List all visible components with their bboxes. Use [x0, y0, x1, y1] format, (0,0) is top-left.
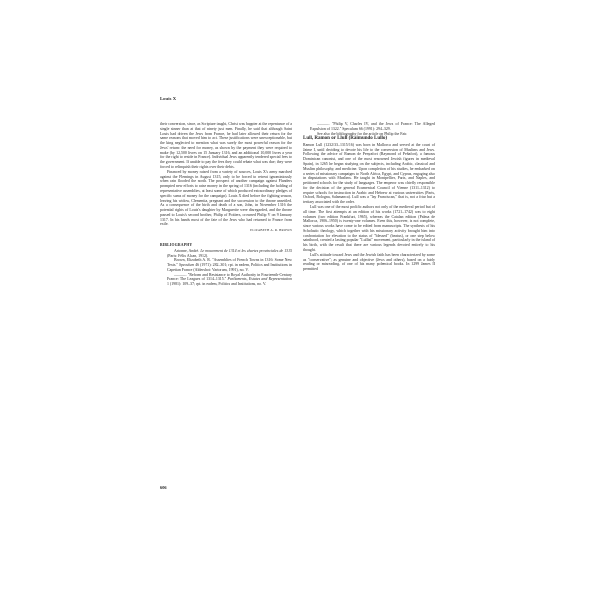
- bibliography-entry: [160, 249, 292, 259]
- bib-author: ———. "Reform and Resistance to Royal Authority in Fourteenth-Century France: The Leagues of 1314–1315.": [167, 272, 292, 282]
- body-paragraph: their conversion, since, as Scripture taught, Christ was happier at the repentance of a single sinner than at that of ninety just men. Finally, he said that although Saint Louis had driven the Jews from France, he had later allowed their return for the same reasons that moved him to act. These justifications were unexceptionable, but the king neglected to mention what was surely the most powerful reason for the Jews' return: the need for money, as shown by the payment they were required to make (by 12,500 livres on 15 January 1316, and an additional 10,000 livres a year for the right to reside in France). Individual Jews apparently tendered special fees to the government. If unable to pay the fees they could rebate what was due; they were forced to relinquish their rights over their debts.: [160, 122, 292, 170]
- bib-details: (Paris: Félix Alcan, 1912).: [167, 253, 209, 258]
- right-column: [303, 122, 435, 272]
- author-signature: ELIZABETH A. R. BROWN: [250, 228, 292, 233]
- bib-title: Speculum: [179, 263, 195, 268]
- body-paragraph: Financed by money raised from a variety of sources, Louis X's army marched against the Flemings in August 1315, only to be forced to retreat ignominiously when rain flooded the north. The prospect of another campaign against Flanders prompted new efforts to raise money in the spring of 1316 (including the holding of representative assemblies, at least some of which produced extraordinary pledges of specific sums of money for the campaign). Louis X died before the fighting season, leaving his widow, Clementia, pregnant and the succession to the throne unsettled. As a consequence of the birth and death of a son, John, in November 1316 the potential rights of Louis's daughter by Marguerite were disregarded, and the throne passed to Louis's second brother, Philip of Poitiers, crowned Philip V on 9 January 1317. In his hands most of the fate of the Jews who had returned to France from exile.: [160, 169, 292, 227]
- bibliography-note: See also the bibliography for the article on Philip the Fair.: [317, 131, 408, 136]
- left-column: [160, 122, 292, 287]
- body-paragraph: Lull was one of the most prolific authors not only of the medieval period but of all time. The first attempts at an edition of his works (1721–1742) was to eight volumes (two edition Frankfurt, 1965), whereas the Catalan edition (Palma de Mallorca, 1906–1950) is twenty-one volumes. Even this, however, is not complete, since various works have come to be edited from manuscripts. The synthesis of his Scholastic theology, which together with his missionary activity brought him into confrontation for elevation to the status of "blessed" (beatus), or one step below sainthood, created a lasting popular "Lullist" movement, particularly in the island of his birth, with the result that there are various legends devoted entirely to his thought.: [303, 205, 435, 253]
- bibliography-entry: [160, 273, 292, 287]
- bib-author: Artonne, André.: [174, 248, 201, 253]
- page-number: 606: [160, 485, 167, 490]
- bibliography-heading: BIBLIOGRAPHY: [160, 242, 193, 247]
- bibliography-entry: [160, 258, 292, 272]
- running-head: Louis X: [160, 96, 177, 101]
- bib-title: Parliaments, Estates and Representation: [227, 277, 292, 282]
- entry-heading: Lull, Ramon or Llull (Raimundo Lullo): [303, 136, 388, 142]
- body-paragraph: Lull's attitude toward Jews and the Jewish faith has been characterized by some as "conservative"; as genuine and objective (Jews and others), based on a fairly reading or misreading, of one of his many polemical books. In 1299 James II permitted: [303, 252, 435, 272]
- body-paragraph: Ramon Lull (1232/33–1315/16) was born in Mallorca and served at the court of Jaime I, until deciding to devote his life to the conversion of Muslims and Jews. Following the advice of Ramon de Penyafort (Raymond of Peñafort), a famous Dominican canonist, and one of the most renowned Jewish figures in medieval Spain), in 1265 he began studying on the subjects, including Arabic, classical and Muslim philosophy, and medicine. Upon completion of his studies, he embarked on a series of missionary campaigns to North Africa, Egypt, and Cyprus, engaging also in disputations with Muslims. He taught in Montpellier, Paris, and Naples, and petitioned schools for the study of languages. The emperor was chiefly responsible for the decision of the general Ecumenical Council of Vienne (1311–1312) to require schools for instruction in Arabic and Hebrew at various universities (Paris, Oxford, Bologna, Salamanca). Lull was a "lay Franciscan," that is, not a friar but a tertiary associated with the order.: [303, 142, 435, 205]
- bibliography-entry: ———. "Philip V, Charles IV, and the Jews of France: The Alleged Expulsion of 1322." Speculum 66 (1991): 294–329.: [310, 122, 435, 131]
- bib-details: 1 (1981): 109–37; rpt. in eadem, Politics and Institutions, no. V.: [167, 282, 267, 287]
- bib-author: Brown, Elizabeth A. R. "Assemblies of French Towns in 1316: Some New Texts.": [167, 258, 292, 268]
- bib-details: 46 (1971): 282–301; rpt. in eadem, Politics and Institutions in Capetian France (Aldershot: Variorum, 1991), no. V.: [167, 263, 293, 272]
- bib-title: Le mouvement de 1314 et les chartes provinciales de 1315: [200, 248, 292, 253]
